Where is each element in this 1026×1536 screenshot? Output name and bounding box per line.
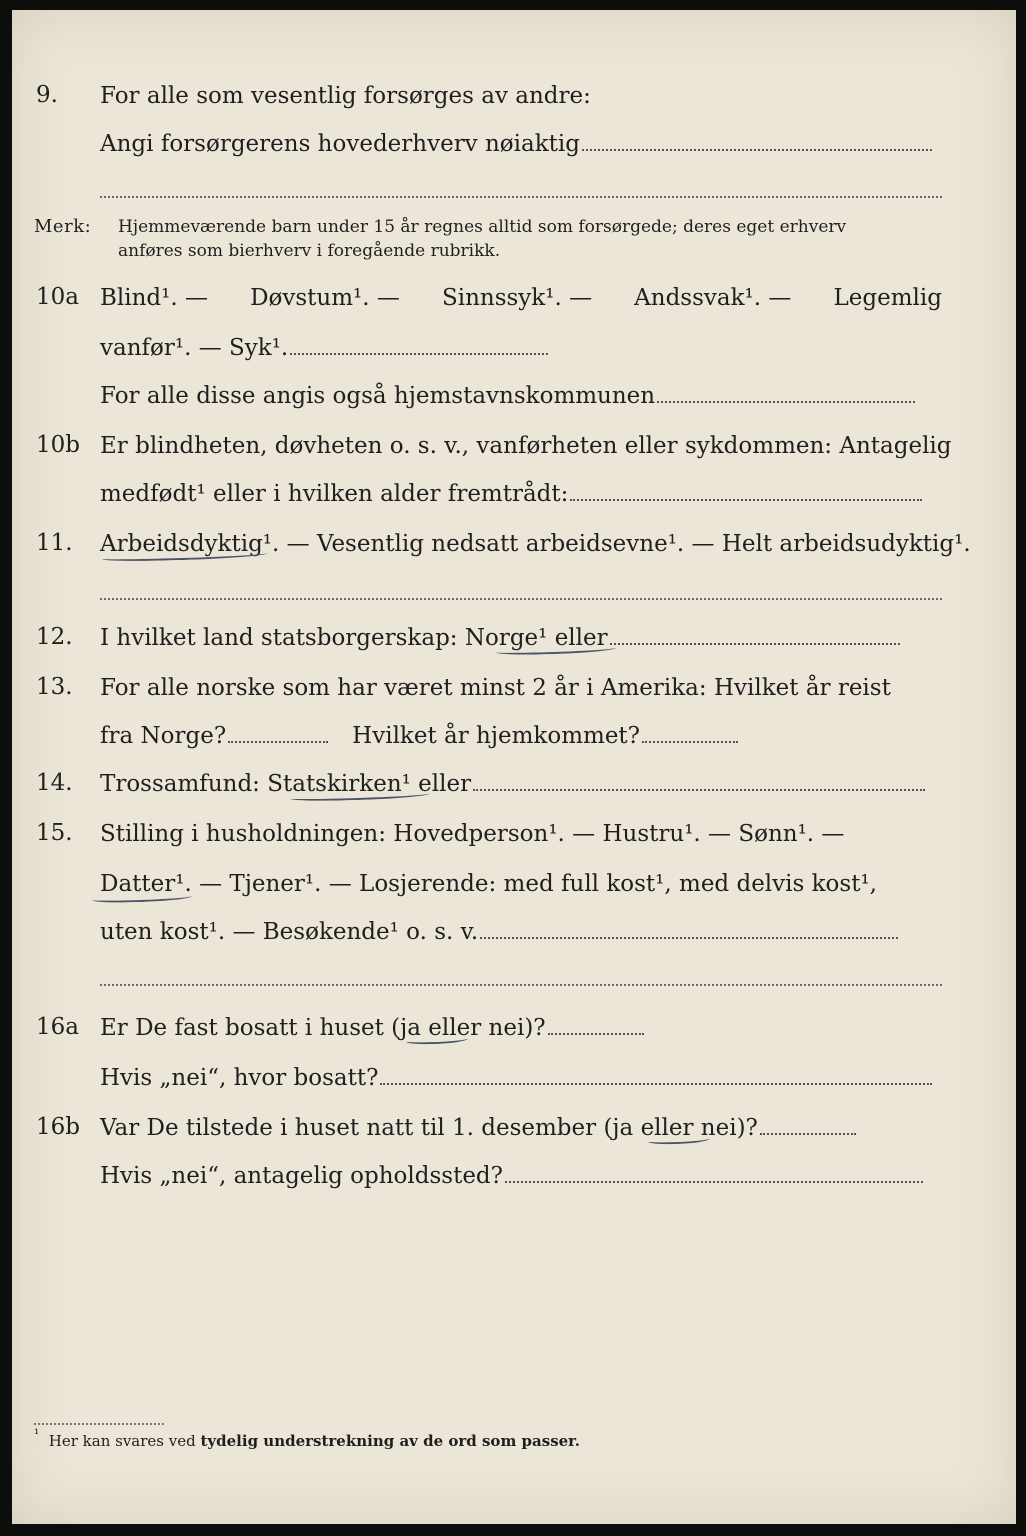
q15-extra-answer-line[interactable]	[100, 984, 942, 986]
q10a-line3-text: For alle disse angis også hjemstavnskommunen	[100, 383, 656, 409]
q12-answer-field[interactable]	[610, 643, 900, 645]
q12-number: 12.	[36, 624, 73, 650]
q14-line1	[100, 770, 925, 798]
q9-number: 9.	[36, 82, 58, 108]
merk-label: Merk:	[34, 216, 92, 237]
q10a-answer-field[interactable]	[290, 353, 548, 355]
q14-line1-text: Trossamfund: Statskirken¹ eller	[100, 771, 472, 797]
q15-line3-text: uten kost¹. — Besøkende¹ o. s. v.	[100, 919, 479, 945]
q10a-sinnssyk: Sinnssyk¹. —	[441, 285, 593, 311]
q16b-handwritten-underline	[648, 1135, 710, 1145]
q10b-answer-field[interactable]	[570, 499, 922, 501]
q16b-line2	[100, 1162, 923, 1190]
q13-number: 13.	[36, 674, 73, 700]
q10a-number: 10a	[36, 284, 79, 310]
q13-line2	[100, 722, 738, 750]
q15-handwritten-underline	[92, 893, 192, 904]
q10b-line2-text: medfødt¹ eller i hvilken alder fremtrådt:	[100, 481, 569, 507]
q15-line1: Stilling i husholdningen: Hovedperson¹. — Hustru¹. — Sønn¹. —	[100, 821, 845, 847]
q15-line3	[100, 918, 898, 946]
q11-number: 11.	[36, 530, 73, 556]
q16b-line1-text: Var De tilstede i huset natt til 1. desember (ja eller nei)?	[100, 1115, 758, 1141]
q9-answer-field[interactable]	[582, 149, 932, 151]
q12-handwritten-underline	[496, 644, 616, 655]
q16b-line1	[100, 1114, 856, 1142]
merk-line2: anføres som bierhverv i foregående rubrikk.	[118, 241, 501, 261]
q9-line2-text: Angi forsørgerens hovederhverv nøiaktig	[100, 131, 580, 157]
q16a-line1	[100, 1014, 644, 1042]
q16b-line2-text: Hvis „nei“, antagelig opholdssted?	[100, 1163, 503, 1189]
census-form-page	[12, 10, 1016, 1524]
footnote-divider	[34, 1423, 164, 1425]
q16a-line2	[100, 1064, 932, 1092]
q10b-number: 10b	[36, 432, 80, 458]
q16b-answer-field[interactable]	[760, 1133, 856, 1135]
q10b-line1: Er blindheten, døvheten o. s. v., vanførheten eller sykdommen: Antagelig	[100, 433, 952, 459]
q14-answer-field[interactable]	[473, 789, 925, 791]
q16a-handwritten-underline	[406, 1035, 468, 1045]
q13-reist-field[interactable]	[228, 741, 328, 743]
q13-line1: For alle norske som har været minst 2 år i Amerika: Hvilket år reist	[100, 675, 891, 701]
q9-extra-answer-line[interactable]	[100, 196, 942, 198]
merk-line1: Hjemmeværende barn under 15 år regnes alltid som forsørgede; deres eget erhverv	[118, 217, 847, 237]
q15-line2: Datter¹. — Tjener¹. — Losjerende: med full kost¹, med delvis kost¹,	[100, 871, 877, 897]
q13-hjemkommet-label: Hvilket år hjemkommet?	[352, 723, 641, 749]
q15-answer-field[interactable]	[480, 937, 898, 939]
q10a-dovstum: Døvstum¹. —	[250, 285, 400, 311]
q10a-line2-text: vanfør¹. — Syk¹.	[100, 335, 289, 361]
q9-line2	[100, 130, 932, 158]
footnote-text: Her kan svares ved	[48, 1432, 196, 1450]
footnote	[34, 1427, 580, 1450]
q16a-line2-text: Hvis „nei“, hvor bosatt?	[100, 1065, 379, 1091]
q11-line1: Arbeidsdyktig¹. — Vesentlig nedsatt arbeidsevne¹. — Helt arbeidsudyktig¹.	[100, 531, 971, 557]
q10a-legemlig: Legemlig	[833, 285, 942, 311]
q16b-opholdssted-field[interactable]	[505, 1181, 923, 1183]
q12-line1-text: I hvilket land statsborgerskap: Norge¹ eller	[100, 625, 608, 651]
q16a-bosatt-field[interactable]	[380, 1083, 932, 1085]
q14-number: 14.	[36, 770, 73, 796]
q10a-hjemstavn-field[interactable]	[657, 401, 915, 403]
q10a-andssvak: Andssvak¹. —	[634, 285, 792, 311]
footnote-mark: ¹	[34, 1427, 40, 1442]
q15-number: 15.	[36, 820, 73, 846]
q9-line1: For alle som vesentlig forsørges av andre:	[100, 83, 591, 109]
q10a-line3	[100, 382, 915, 410]
q16b-number: 16b	[36, 1114, 80, 1140]
q11-answer-line[interactable]	[100, 598, 942, 600]
q16a-number: 16a	[36, 1014, 79, 1040]
footnote-bold-text: tydelig understrekning av de ord som passer.	[200, 1432, 580, 1450]
q13-reist-label: fra Norge?	[100, 723, 227, 749]
q10b-line2	[100, 480, 922, 508]
q10a-line2	[100, 334, 548, 362]
q16a-line1-text: Er De fast bosatt i huset (ja eller nei)?	[100, 1015, 546, 1041]
q13-hjemkommet-field[interactable]	[642, 741, 738, 743]
q10a-line1	[100, 284, 942, 312]
q10a-blind: Blind¹. —	[100, 285, 208, 311]
q16a-answer-field[interactable]	[548, 1033, 644, 1035]
